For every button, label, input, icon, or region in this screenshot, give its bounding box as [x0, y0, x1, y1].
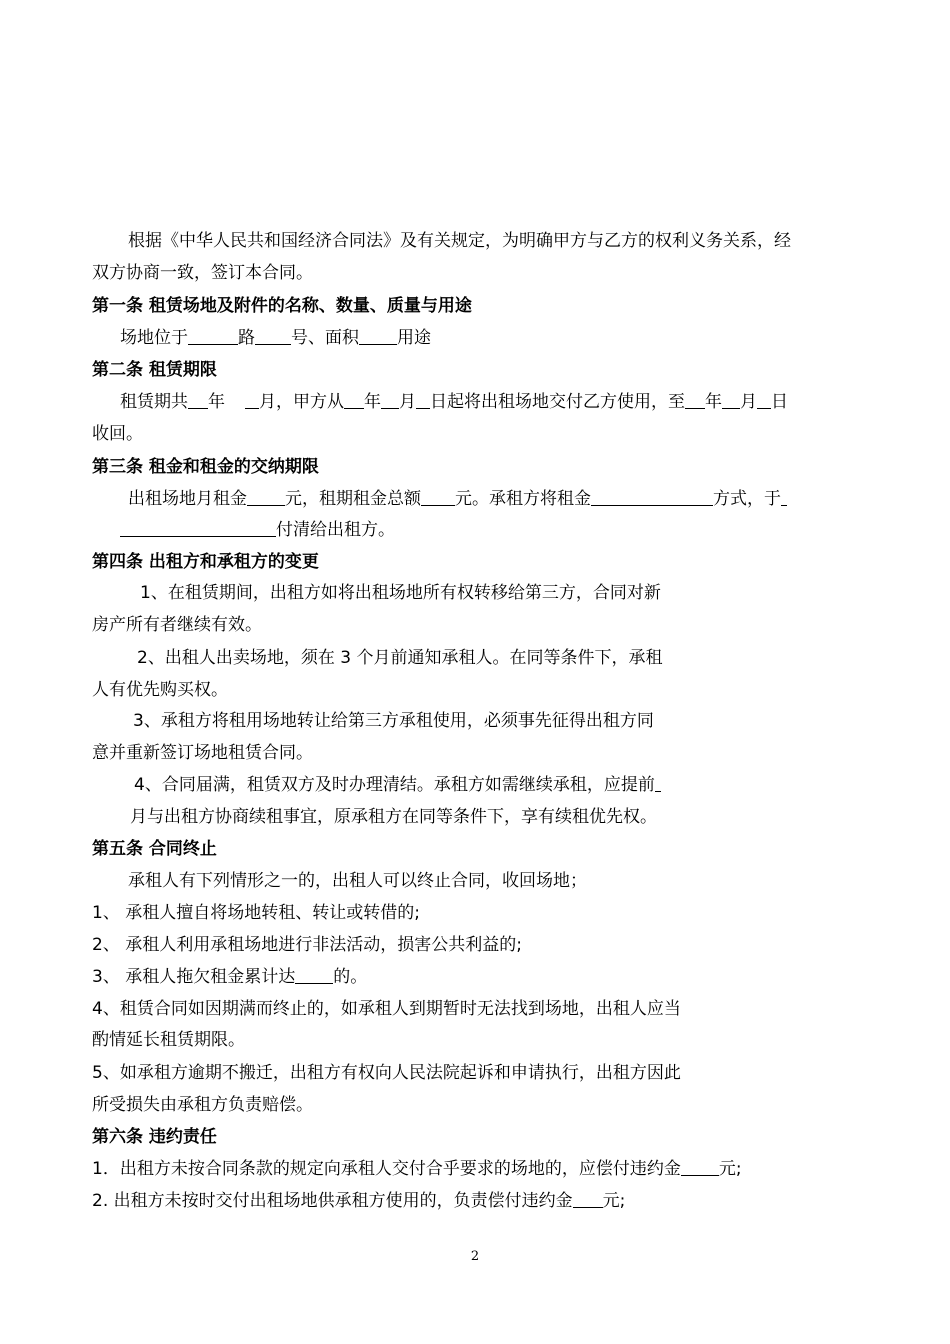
blank-notice-months: [655, 775, 661, 792]
text-penalty-1: 1．出租方未按合同条款的规定向承租人交付合乎要求的场地的，应偿付违约金: [92, 1159, 681, 1179]
blank-arrears: [295, 967, 333, 984]
article-5-item-2: 2、 承租人利用承租场地进行非法活动，损害公共利益的;: [92, 935, 522, 955]
article-5-intro: 承租人有下列情形之一的，出租人可以终止合同，收回场地；: [128, 871, 587, 891]
blank-penalty-1: [681, 1159, 719, 1176]
article-4-item-1-line-2: 房产所有者继续有效。: [92, 615, 262, 635]
article-4-heading: 第四条 出租方和承租方的变更: [92, 552, 319, 572]
blank-number: [255, 328, 291, 345]
blank-payment-method: [591, 489, 713, 506]
article-3-heading: 第三条 租金和租金的交纳期限: [92, 457, 319, 477]
article-5-item-4-line-2: 酌情延长租赁期限。: [92, 1030, 245, 1050]
blank-end-month: [722, 392, 740, 409]
article-3-line-2: [120, 519, 395, 541]
intro-line-2: 双方协商一致，签订本合同。: [92, 263, 313, 283]
article-5-item-4-line-1: 4、租赁合同如因期满而终止的，如承租人到期暂时无法找到场地，出租人应当: [92, 999, 681, 1019]
text-penalty-1-unit: 元;: [718, 1159, 742, 1179]
article-4-item-4-line-1: [134, 774, 661, 796]
text-area: 号、面积: [291, 328, 359, 348]
blank-years: [188, 392, 208, 409]
text-start-month: 月: [399, 392, 416, 412]
blank-start-month: [381, 392, 399, 409]
blank-area: [359, 328, 397, 345]
blank-start-year: [344, 392, 364, 409]
text-total-rent: 元，租期租金总额: [285, 489, 421, 509]
text-from: 月，甲方从: [259, 392, 344, 412]
article-4-item-3-line-2: 意并重新签订场地租赁合同。: [92, 743, 313, 763]
text-penalty-2-unit: 元;: [602, 1191, 626, 1211]
article-5-heading: 第五条 合同终止: [92, 839, 217, 859]
article-1-location-line: [120, 327, 431, 349]
text-year: 年: [208, 392, 225, 412]
article-4-item-3-line-1: 3、承租方将租用场地转让给第三方承租使用，必须事先征得出租方同: [133, 711, 654, 731]
article-6-heading: 第六条 违约责任: [92, 1127, 217, 1147]
article-4-item-2-line-1: 2、出租人出卖场地，须在 3 个月前通知承租人。在同等条件下，承租: [137, 648, 663, 668]
text-road: 路: [238, 328, 255, 348]
article-6-item-2: [92, 1190, 625, 1212]
text-arrears-end: 的。: [333, 967, 368, 987]
blank-end-year: [685, 392, 705, 409]
blank-start-day: [416, 392, 430, 409]
blank-months: [245, 392, 259, 409]
text-end-year: 年: [705, 392, 722, 412]
article-4-item-1-line-1: 1、在租赁期间，出租方如将出租场地所有权转移给第三方，合同对新: [140, 583, 661, 603]
article-4-item-4-line-2: 月与出租方协商续租事宜，原承租方在同等条件下，享有续租优先权。: [130, 807, 657, 827]
article-5-item-5-line-2: 所受损失由承租方负责赔偿。: [92, 1095, 313, 1115]
article-3-rent-line: [128, 488, 787, 510]
article-2-line-2: 收回。: [92, 424, 143, 444]
blank-road: [188, 328, 238, 345]
article-2-term-line: [120, 391, 788, 413]
text-location: 场地位于: [120, 328, 188, 348]
blank-due-start: [781, 489, 787, 506]
article-1-heading: 第一条 租赁场地及附件的名称、数量、质量与用途: [92, 296, 472, 316]
text-penalty-2: 2. 出租方未按时交付出租场地供承租方使用的，负责偿付违约金: [92, 1191, 573, 1211]
blank-penalty-2: [573, 1191, 603, 1208]
article-5-item-1: 1、 承租人擅自将场地转租、转让或转借的;: [92, 903, 420, 923]
article-5-item-3: [92, 966, 367, 988]
article-6-item-1: [92, 1158, 742, 1180]
text-term: 租赁期共: [120, 392, 188, 412]
intro-line-1: 根据《中华人民共和国经济合同法》及有关规定，为明确甲方与乙方的权利义务关系，经: [128, 231, 791, 251]
text-end-month: 月: [740, 392, 757, 412]
text-renewal: 4、合同届满，租赁双方及时办理清结。承租方如需继续承租，应提前: [134, 775, 655, 795]
text-arrears: 3、 承租人拖欠租金累计达: [92, 967, 296, 987]
text-method: 方式，于: [713, 489, 781, 509]
text-pay-to-lessor: 付清给出租方。: [276, 520, 395, 540]
text-end-day: 日: [771, 392, 788, 412]
text-handover: 日起将出租场地交付乙方使用，至: [430, 392, 685, 412]
text-purpose: 用途: [397, 328, 431, 348]
text-monthly-rent: 出租场地月租金: [128, 489, 247, 509]
article-4-item-2-line-2: 人有优先购买权。: [92, 680, 228, 700]
blank-total-rent: [421, 489, 455, 506]
blank-end-day: [757, 392, 771, 409]
page-number: 2: [470, 1249, 480, 1264]
text-start-year: 年: [364, 392, 381, 412]
blank-monthly-rent: [247, 489, 285, 506]
article-2-heading: 第二条 租赁期限: [92, 360, 217, 380]
text-payment: 元。承租方将租金: [455, 489, 591, 509]
blank-due-date: [120, 520, 276, 537]
article-5-item-5-line-1: 5、如承租方逾期不搬迁，出租方有权向人民法院起诉和申请执行，出租方因此: [92, 1063, 681, 1083]
